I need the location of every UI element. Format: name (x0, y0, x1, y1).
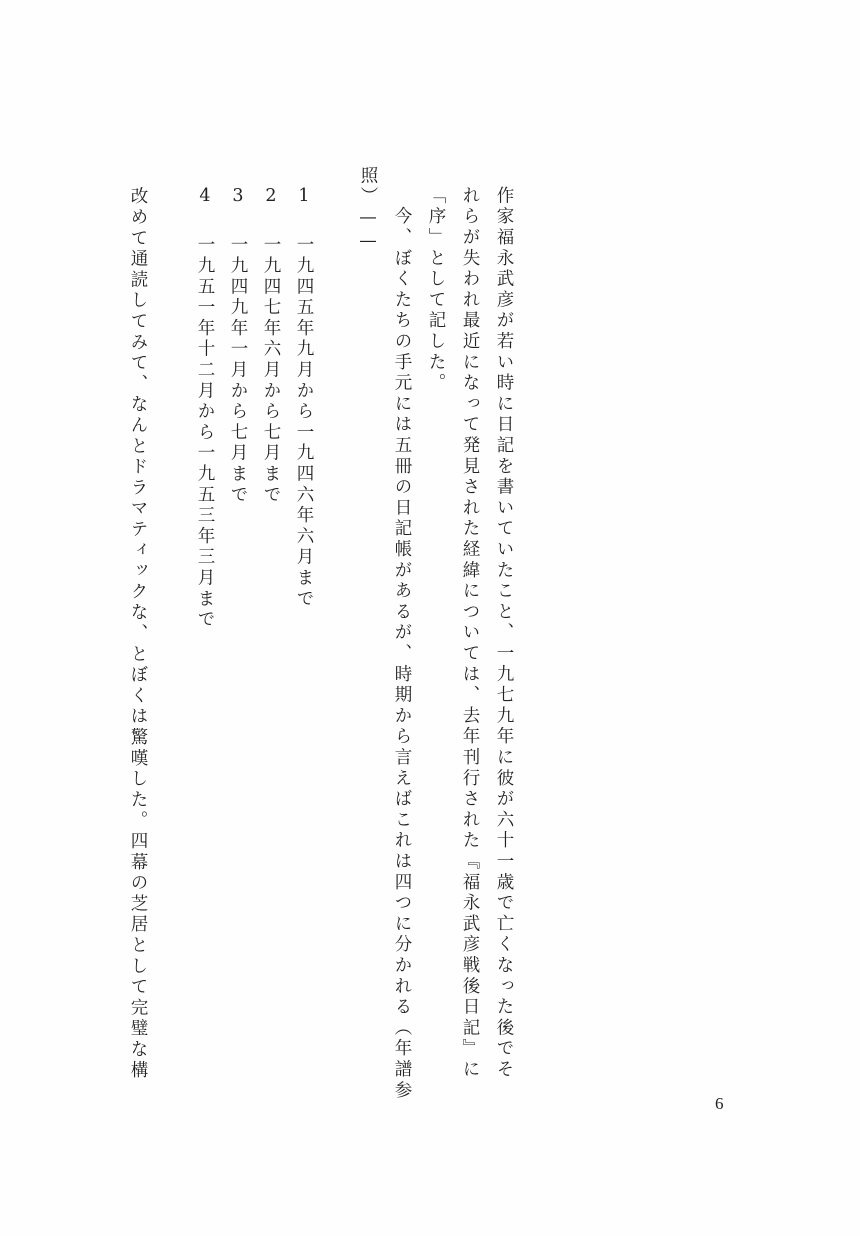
list-item (191, 186, 215, 631)
text-line: れらが失われ最近になって発見された経緯については、去年刊行された『福永武彦戦後日記』に (460, 186, 480, 1081)
text-line: 作家福永武彦が若い時に日記を書いていたこと、一九七九年に彼が六十一歳で亡くなった後でそ (494, 186, 514, 1081)
list-item-text: 一九五一年十二月から一九五三年三月まで (195, 235, 215, 631)
list-item-number: 4 (195, 186, 215, 210)
list-item-text: 一九四九年一月から七月まで (228, 235, 248, 506)
text-line: 照）—— (358, 166, 378, 255)
list-item-text: 一九四五年九月から一九四六年六月まで (294, 235, 314, 610)
list-item (257, 186, 281, 506)
list-item-number: 2 (261, 186, 281, 210)
list-item (224, 186, 248, 506)
text-line: 「序」として記した。 (426, 186, 446, 394)
list-item-number: 3 (228, 186, 248, 210)
list-item-number: 1 (294, 186, 314, 210)
list-item (290, 186, 314, 610)
list-item-text: 一九四七年六月から七月まで (261, 235, 281, 506)
text-line: 改めて通読してみて、なんとドラマティックな、とぼくは驚嘆した。四幕の芝居として完璧な構 (128, 166, 148, 1082)
page-number: 6 (715, 1094, 724, 1113)
text-line: 今、ぼくたちの手元には五冊の日記帳があるが、時期から言えばこれは四つに分かれる（年譜参 (392, 186, 412, 1102)
